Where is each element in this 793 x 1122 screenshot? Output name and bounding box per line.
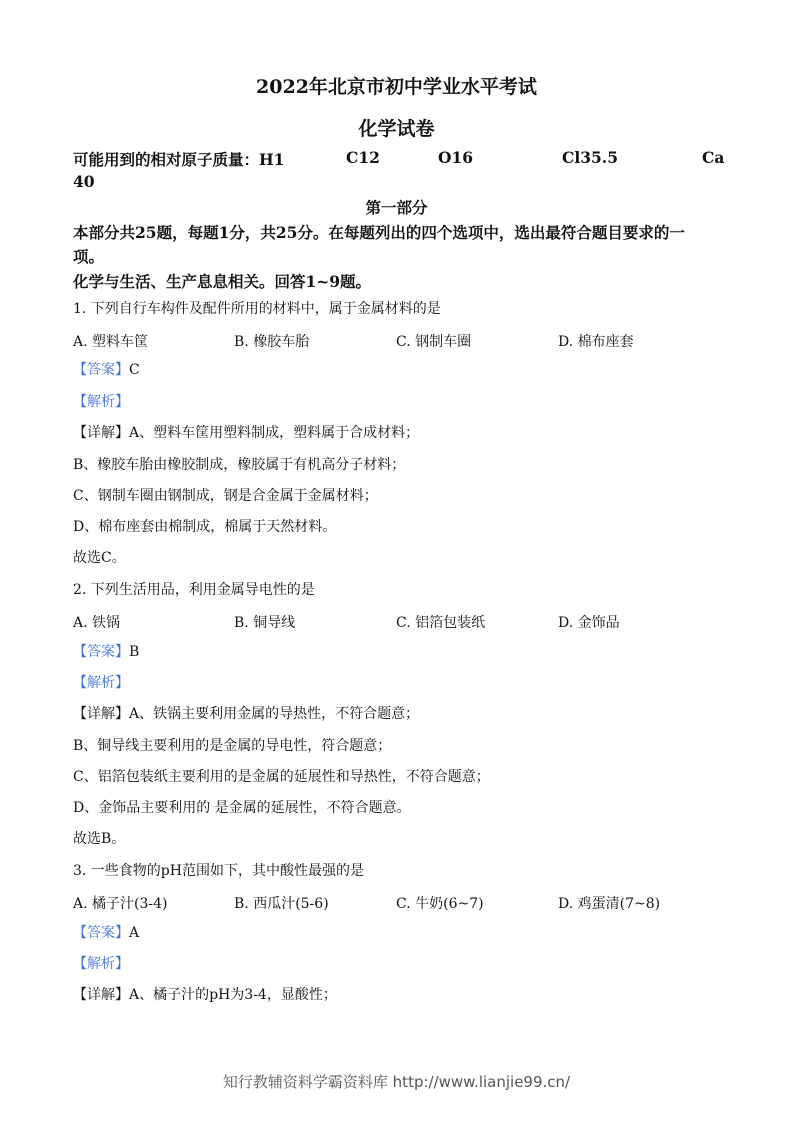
detail-text: B、铜导线主要利用的是金属的导电性，符合题意； [73, 738, 392, 754]
detail-text: D、金饰品主要利用的 是金属的延展性，不符合题意。 [73, 800, 411, 816]
mass-cl: Cl35.5 [562, 148, 618, 167]
question-stem: 1. 下列自行车构件及配件所用的材料中，属于金属材料的是 [73, 301, 441, 317]
exam-subtitle: 化学试卷 [358, 118, 435, 140]
detail-text: B、橡胶车胎由橡胶制成，橡胶属于有机高分子材料； [73, 457, 406, 473]
option-c: C. 牛奶(6~7) [396, 896, 484, 912]
detail-text: C、钢制车圈由钢制成，钢是合金属于金属材料； [73, 488, 378, 504]
detail-text: D、棉布座套由棉制成，棉属于天然材料。 [73, 519, 337, 535]
answer-value: A [129, 925, 140, 941]
mass-ca-value: 40 [73, 172, 95, 191]
answer-line [73, 643, 139, 661]
footer-watermark: 知行教辅资料学霸资料库 http://www.lianjie99.cn/ [222, 1073, 571, 1091]
answer-value: C [129, 362, 140, 378]
question-group-heading: 化学与生活、生产息息相关。回答1~9题。 [73, 272, 372, 291]
exam-title: 2022年北京市初中学业水平考试 [256, 76, 537, 98]
answer-tag: 【答案】 [73, 362, 129, 378]
answer-tag: 【答案】 [73, 925, 129, 941]
option-d: D. 棉布座套 [558, 334, 634, 350]
mass-c: C12 [346, 148, 380, 167]
analysis-tag: 【解析】 [73, 956, 129, 972]
option-c: C. 钢制车圈 [396, 334, 472, 350]
question-stem: 3. 一些食物的pH范围如下，其中酸性最强的是 [73, 863, 364, 879]
section-title: 第一部分 [365, 198, 428, 217]
mass-ca: Ca [702, 148, 725, 167]
section-intro-line1: 本部分共25题，每题1分，共25分。在每题列出的四个选项中，选出最符合题目要求的一 [73, 223, 685, 242]
option-c: C. 铝箔包装纸 [396, 615, 486, 631]
analysis-tag: 【解析】 [73, 394, 129, 410]
conclusion: 故选B。 [73, 831, 126, 847]
option-b: B. 橡胶车胎 [234, 334, 310, 350]
answer-tag: 【答案】 [73, 644, 129, 660]
detail-text: A、塑料车筐用塑料制成，塑料属于合成材料； [129, 425, 420, 441]
answer-line [73, 924, 139, 942]
option-d: D. 金饰品 [558, 615, 620, 631]
detail-line [73, 424, 419, 442]
question-stem: 2. 下列生活用品，利用金属导电性的是 [73, 582, 315, 598]
option-a: A. 铁锅 [73, 615, 121, 631]
option-a: A. 橘子汁(3-4) [73, 896, 168, 912]
answer-value: B [129, 644, 140, 660]
option-b: B. 西瓜汁(5-6) [234, 896, 329, 912]
detail-text: A、铁锅主要利用金属的导热性，不符合题意； [129, 706, 420, 722]
detail-line [73, 986, 337, 1004]
detail-line [73, 705, 419, 723]
mass-o: O16 [438, 148, 474, 167]
conclusion: 故选C。 [73, 550, 126, 566]
detail-tag: 【详解】 [73, 706, 129, 722]
option-d: D. 鸡蛋清(7~8) [558, 896, 661, 912]
detail-text: C、铝箔包装纸主要利用的是金属的延展性和导热性，不符合题意； [73, 769, 490, 785]
option-a: A. 塑料车筐 [73, 334, 149, 350]
masses-label: 可能用到的相对原子质量：H1 [73, 150, 285, 169]
option-b: B. 铜导线 [234, 615, 296, 631]
detail-tag: 【详解】 [73, 425, 129, 441]
detail-text: A、橘子汁的pH为3-4，显酸性； [129, 987, 337, 1003]
answer-line [73, 361, 140, 379]
detail-tag: 【详解】 [73, 987, 129, 1003]
section-intro-line2: 项。 [73, 247, 105, 266]
analysis-tag: 【解析】 [73, 675, 129, 691]
